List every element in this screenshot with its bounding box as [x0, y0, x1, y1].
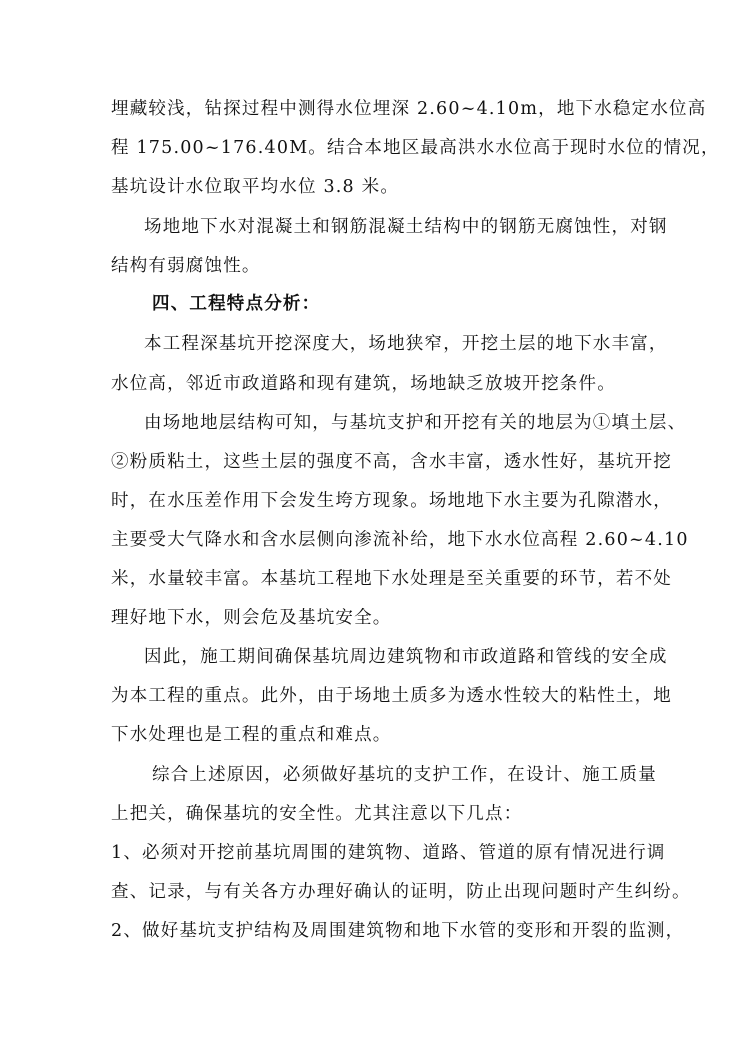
- text-line: 时，在水压差作用下会发生垮方现象。场地地下水主要为孔隙潜水，: [111, 491, 672, 511]
- text-line: 场地地下水对混凝土和钢筋混凝土结构中的钢筋无腐蚀性，对钢: [144, 217, 668, 237]
- text-line: ②粉质粘土，这些土层的强度不高，含水丰富，透水性好，基坑开挖: [111, 452, 672, 472]
- text-line: 为本工程的重点。此外，由于场地土质多为透水性较大的粘性土，地: [111, 686, 672, 706]
- section-heading: 四、工程特点分析：: [152, 294, 321, 314]
- text-line: 综合上述原因，必须做好基坑的支护工作，在设计、施工质量: [152, 765, 657, 785]
- text-line: 因此，施工期间确保基坑周边建筑物和市政道路和管线的安全成: [144, 647, 668, 667]
- text-line: 水位高，邻近市政道路和现有建筑，场地缺乏放坡开挖条件。: [111, 374, 616, 394]
- text-line: 米，水量较丰富。本基坑工程地下水处理是至关重要的环节，若不处: [111, 569, 672, 589]
- text-line: 基坑设计水位取平均水位 3.8 米。: [111, 177, 400, 197]
- text-line: 埋藏较浅，钻探过程中测得水位埋深 2.60~4.10m，地下水稳定水位高: [111, 99, 707, 119]
- text-line: 结构有弱腐蚀性。: [111, 256, 261, 276]
- text-line: 下水处理也是工程的重点和难点。: [111, 725, 392, 745]
- text-line: 查、记录，与有关各方办理好确认的证明，防止出现问题时产生纠纷。: [111, 882, 691, 902]
- text-line: 理好地下水，则会危及基坑安全。: [111, 608, 392, 628]
- text-line: 本工程深基坑开挖深度大，场地狭窄，开挖土层的地下水丰富，: [144, 334, 668, 354]
- text-line: 程 175.00~176.40M。结合本地区最高洪水水位高于现时水位的情况，: [111, 138, 720, 158]
- text-line: 上把关，确保基坑的安全性。尤其注意以下几点：: [111, 804, 523, 824]
- list-item-2: 2、做好基坑支护结构及周围建筑物和地下水管的变形和开裂的监测，: [111, 921, 685, 941]
- text-line: 主要受大气降水和含水层侧向渗流补给，地下水水位高程 2.60~4.10: [111, 530, 689, 550]
- text-line: 由场地地层结构可知，与基坑支护和开挖有关的地层为①填土层、: [144, 413, 687, 433]
- list-item-1: 1、必须对开挖前基坑周围的建筑物、道路、管道的原有情况进行调: [111, 843, 666, 863]
